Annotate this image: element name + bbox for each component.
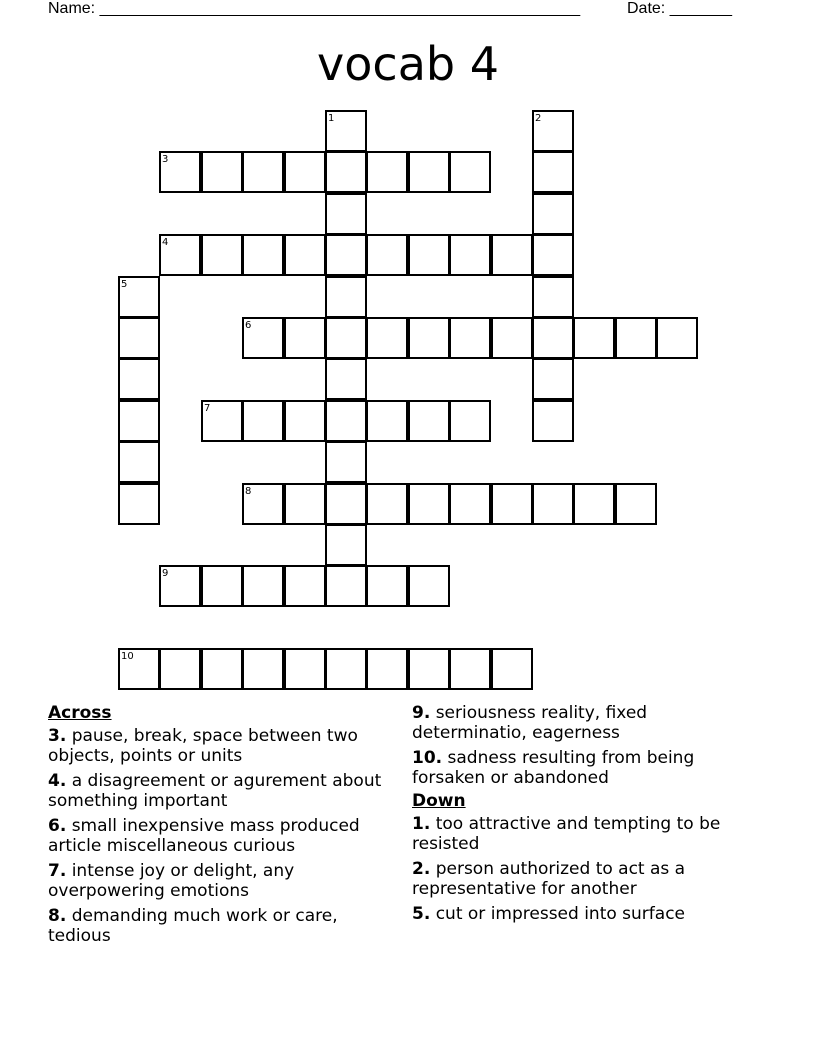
clue-number-label: 1 (328, 113, 335, 124)
across-clue: 7. intense joy or delight, any overpowering emotions (48, 861, 295, 901)
grid-cell[interactable] (118, 483, 160, 525)
grid-cell[interactable] (449, 234, 491, 276)
grid-cell[interactable] (242, 565, 284, 607)
grid-cell[interactable] (284, 483, 326, 525)
grid-cell[interactable] (408, 648, 450, 690)
grid-cell[interactable] (366, 400, 408, 442)
grid-cell[interactable] (201, 234, 243, 276)
clue-number-label: 7 (204, 403, 211, 414)
grid-cell[interactable] (449, 400, 491, 442)
down-clue: 2. person authorized to act as a representative for another (412, 859, 686, 899)
grid-cell[interactable] (325, 358, 367, 400)
grid-cell[interactable] (615, 317, 657, 359)
grid-cell[interactable] (325, 400, 367, 442)
page-title: vocab 4 (317, 37, 499, 91)
grid-cell[interactable] (366, 317, 408, 359)
grid-cell[interactable] (656, 317, 698, 359)
grid-cell[interactable] (366, 234, 408, 276)
clue-number-label: 6 (245, 320, 252, 331)
grid-cell[interactable] (366, 151, 408, 193)
clue-number-label: 2 (535, 113, 542, 124)
grid-cell[interactable] (242, 648, 284, 690)
grid-cell[interactable] (532, 483, 574, 525)
across-clue: 4. a disagreement or agurement about something important (48, 771, 382, 811)
grid-cell[interactable] (118, 400, 160, 442)
grid-cell[interactable] (449, 317, 491, 359)
clues-right-column (412, 703, 752, 929)
grid-cell[interactable] (159, 648, 201, 690)
grid-cell[interactable] (532, 234, 574, 276)
grid-cell[interactable] (325, 193, 367, 235)
grid-cell[interactable] (408, 565, 450, 607)
down-clue: 5. cut or impressed into surface (412, 904, 686, 924)
grid-cell[interactable] (201, 648, 243, 690)
date-field: Date: _______ (627, 0, 732, 17)
down-heading: Down (412, 791, 466, 811)
grid-cell[interactable] (284, 400, 326, 442)
grid-cell[interactable] (532, 358, 574, 400)
grid-cell[interactable] (532, 276, 574, 318)
grid-cell[interactable] (449, 483, 491, 525)
grid-cell[interactable] (408, 400, 450, 442)
name-field: Name: ______________________________________________________ (48, 0, 581, 17)
clue-number-label: 4 (162, 237, 169, 248)
grid-cell[interactable] (366, 483, 408, 525)
grid-cell[interactable] (242, 400, 284, 442)
grid-cell[interactable] (491, 317, 533, 359)
across-clue: 9. seriousness reality, fixed determinatio, eagerness (412, 703, 648, 743)
across-heading: Across (48, 703, 112, 723)
grid-cell[interactable] (615, 483, 657, 525)
clue-number-label: 9 (162, 568, 169, 579)
grid-cell[interactable] (118, 317, 160, 359)
grid-cell[interactable] (532, 193, 574, 235)
grid-cell[interactable] (573, 317, 615, 359)
grid-cell[interactable] (366, 565, 408, 607)
grid-cell[interactable] (532, 317, 574, 359)
grid-cell[interactable] (532, 151, 574, 193)
grid-cell[interactable] (284, 317, 326, 359)
grid-cell[interactable] (408, 317, 450, 359)
across-clue: 3. pause, break, space between two objects, points or units (48, 726, 358, 766)
grid-cell[interactable] (491, 648, 533, 690)
across-clue: 8. demanding much work or care, tedious (48, 906, 338, 946)
grid-cell[interactable] (325, 151, 367, 193)
grid-cell[interactable] (449, 151, 491, 193)
grid-cell[interactable] (325, 234, 367, 276)
grid-cell[interactable] (284, 648, 326, 690)
across-clue: 10. sadness resulting from being forsaken or abandoned (412, 748, 695, 788)
grid-cell[interactable] (573, 483, 615, 525)
grid-cell[interactable] (366, 648, 408, 690)
grid-cell[interactable] (118, 441, 160, 483)
grid-cell[interactable] (408, 234, 450, 276)
grid-cell[interactable] (449, 648, 491, 690)
grid-cell[interactable] (325, 483, 367, 525)
clue-number-label: 5 (121, 279, 128, 290)
grid-cell[interactable] (242, 234, 284, 276)
grid-cell[interactable] (284, 151, 326, 193)
grid-cell[interactable] (325, 648, 367, 690)
grid-cell[interactable] (284, 234, 326, 276)
clue-number-label: 10 (121, 651, 134, 662)
grid-cell[interactable] (408, 151, 450, 193)
grid-cell[interactable] (325, 441, 367, 483)
across-clue: 6. small inexpensive mass produced article miscellaneous curious (48, 816, 360, 856)
grid-cell[interactable] (325, 524, 367, 566)
grid-cell[interactable] (491, 483, 533, 525)
grid-cell[interactable] (201, 151, 243, 193)
grid-cell[interactable] (325, 276, 367, 318)
grid-cell[interactable] (325, 317, 367, 359)
grid-cell[interactable] (532, 400, 574, 442)
clue-number-label: 8 (245, 486, 252, 497)
grid-cell[interactable] (201, 565, 243, 607)
down-clue: 1. too attractive and tempting to be resisted (412, 814, 721, 854)
grid-cell[interactable] (491, 234, 533, 276)
clue-number-label: 3 (162, 154, 169, 165)
grid-cell[interactable] (118, 358, 160, 400)
grid-cell[interactable] (242, 151, 284, 193)
grid-cell[interactable] (408, 483, 450, 525)
grid-cell[interactable] (284, 565, 326, 607)
clues-left-column (48, 703, 393, 951)
grid-cell[interactable] (325, 565, 367, 607)
